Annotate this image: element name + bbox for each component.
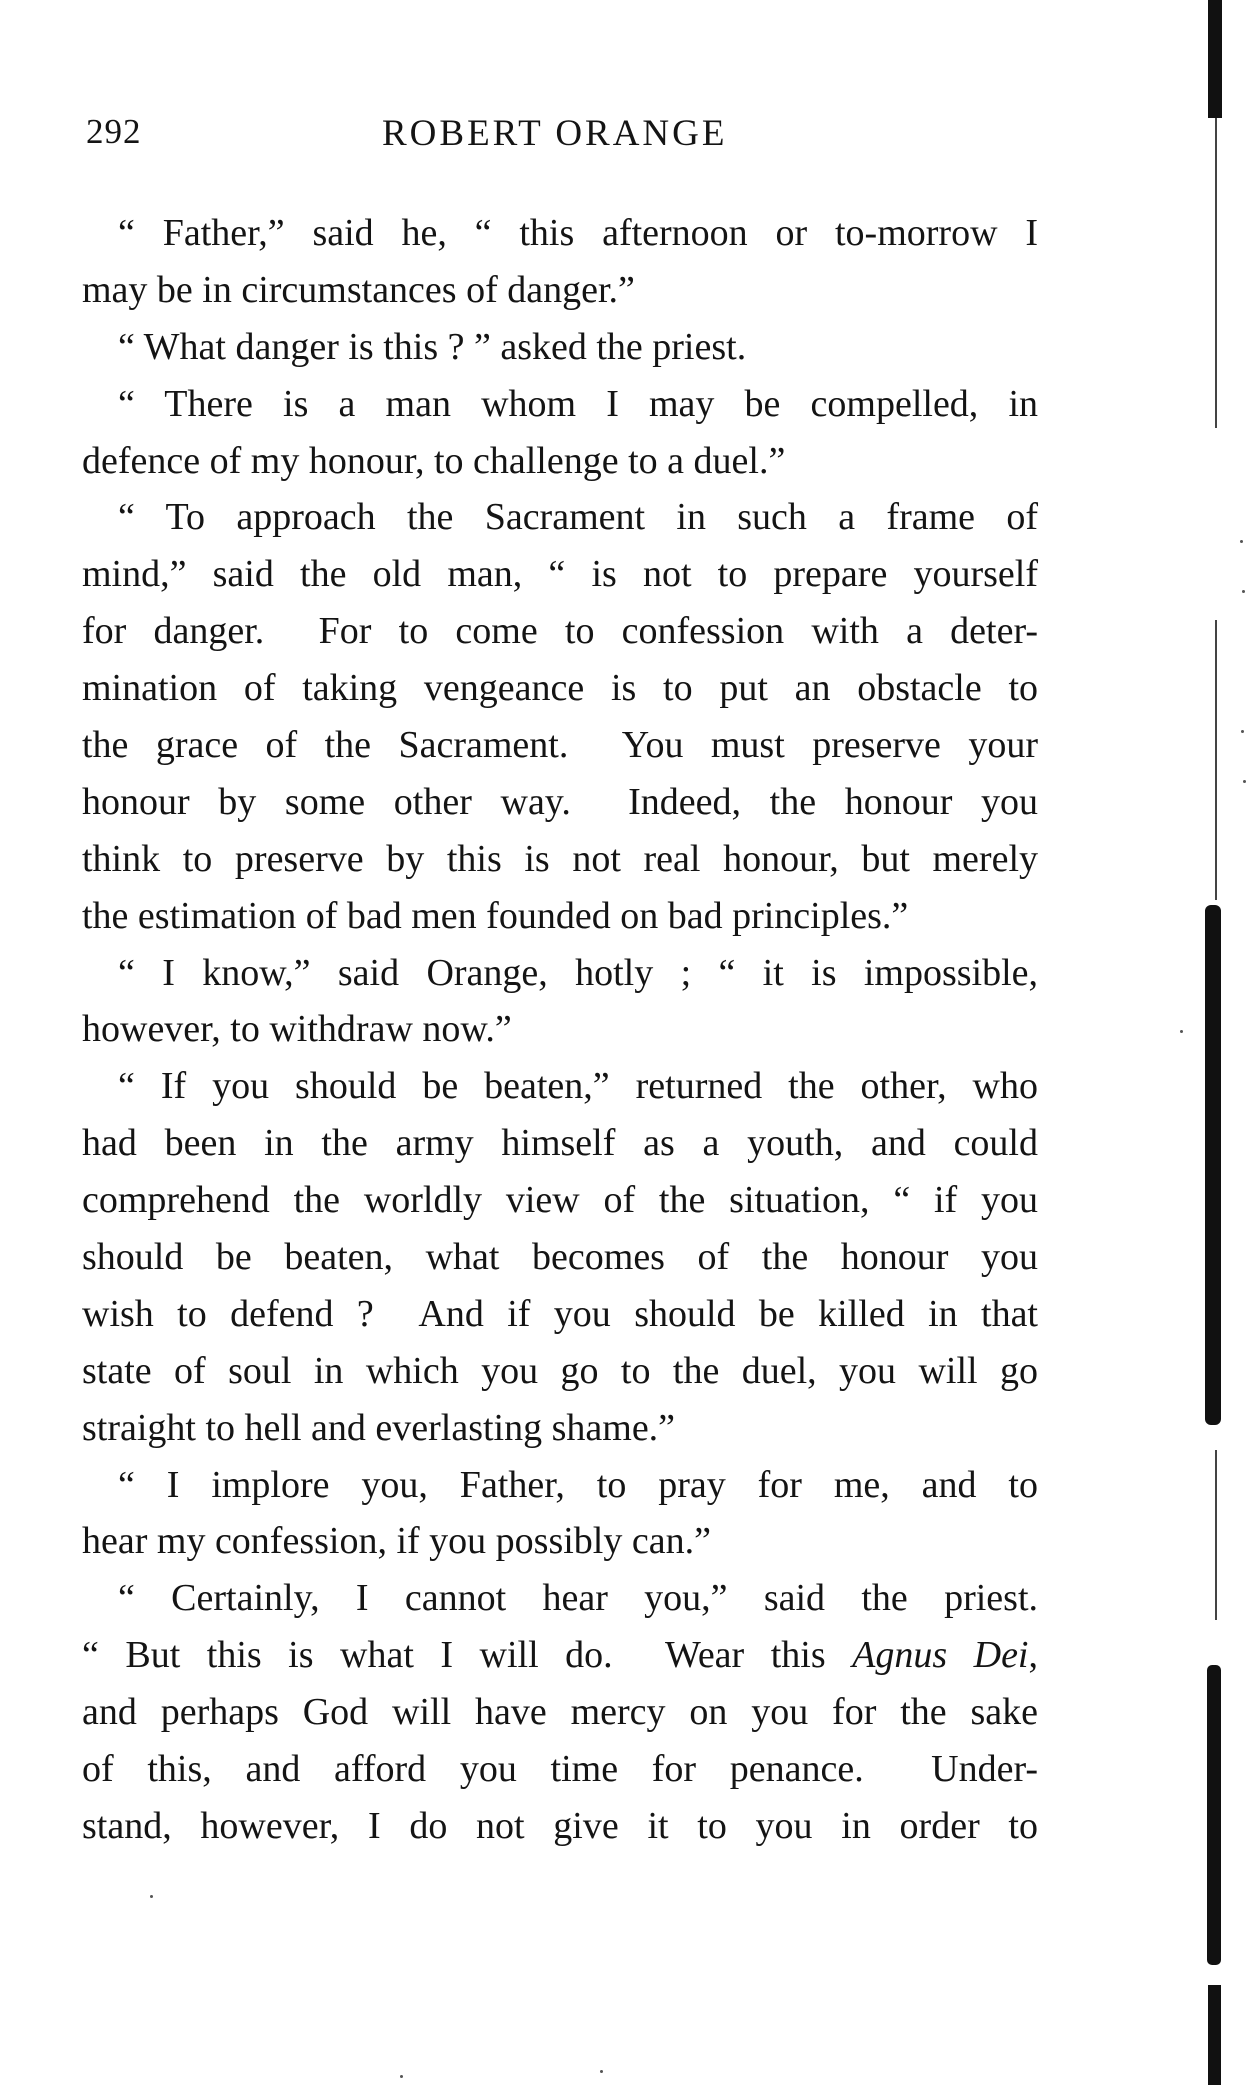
text-line bbox=[82, 1286, 1038, 1343]
punctuation: , bbox=[1028, 1634, 1038, 1677]
scan-edge-rule bbox=[1215, 118, 1217, 428]
text-line bbox=[82, 1001, 1038, 1058]
scan-speck bbox=[150, 1895, 153, 1898]
text-line-content: “ To approach the Sacrament in such a frame of bbox=[118, 496, 1038, 539]
text-line-content: hear my confession, if you possibly can.” bbox=[82, 1520, 711, 1563]
text-line bbox=[82, 1115, 1038, 1172]
text-line bbox=[82, 1513, 1038, 1570]
text-line-content: had been in the army himself as a youth, and could bbox=[82, 1122, 1038, 1165]
text-line bbox=[82, 1570, 1038, 1627]
text-line bbox=[82, 774, 1038, 831]
text-line-content: the grace of the Sacrament. You must preserve your bbox=[82, 724, 1038, 767]
text-line bbox=[82, 945, 1038, 1002]
scan-edge-rule bbox=[1215, 620, 1217, 900]
text-line-content: “ If you should be beaten,” returned the other, who bbox=[118, 1065, 1038, 1108]
text-line-content: mination of taking vengeance is to put an obstacle to bbox=[82, 667, 1038, 710]
text-line-content: “ What danger is this ? ” asked the priest. bbox=[118, 325, 747, 368]
scan-edge-mark bbox=[1208, 0, 1222, 118]
text-line-content: “ I know,” said Orange, hotly ; “ it is impossible, bbox=[118, 951, 1038, 994]
text-line bbox=[82, 660, 1038, 717]
scan-edge-rule bbox=[1215, 1450, 1217, 1620]
text-line bbox=[82, 205, 1038, 262]
scan-speck bbox=[1241, 730, 1244, 733]
text-line bbox=[82, 1172, 1038, 1229]
text-line-content: “ Father,” said he, “ this afternoon or to-morrow I bbox=[118, 212, 1038, 254]
text-line bbox=[82, 1229, 1038, 1286]
text-line-content: “ I implore you, Father, to pray for me, and to bbox=[118, 1463, 1038, 1506]
text-line bbox=[82, 603, 1038, 660]
text-line-content: stand, however, I do not give it to you in order to bbox=[82, 1804, 1038, 1847]
text-line-content: state of soul in which you go to the duel, you will go bbox=[82, 1349, 1038, 1392]
text-line-content: wish to defend ? And if you should be killed in that bbox=[82, 1292, 1038, 1335]
text-line-content: “ Certainly, I cannot hear you,” said the priest. bbox=[118, 1577, 1038, 1620]
text-line bbox=[82, 1058, 1038, 1115]
scan-speck bbox=[600, 2070, 603, 2073]
text-line-content: the estimation of bad men founded on bad principles.” bbox=[82, 894, 909, 937]
body-text bbox=[82, 205, 1038, 1855]
scan-speck bbox=[400, 2075, 403, 2078]
text-line bbox=[82, 831, 1038, 888]
scan-speck bbox=[1243, 780, 1246, 783]
scan-edge-mark bbox=[1205, 905, 1221, 1425]
text-line bbox=[82, 1741, 1038, 1798]
text-line bbox=[82, 262, 1038, 319]
scan-edge-mark bbox=[1207, 1665, 1221, 1965]
running-head: ROBERT ORANGE bbox=[382, 113, 728, 154]
text-line-content: for danger. For to come to confession with a deter- bbox=[82, 610, 1038, 653]
text-line bbox=[82, 1400, 1038, 1457]
text-line bbox=[82, 1627, 1038, 1684]
text-line bbox=[82, 433, 1038, 490]
text-line-content: may be in circumstances of danger.” bbox=[82, 268, 635, 311]
text-line-content: straight to hell and everlasting shame.” bbox=[82, 1406, 676, 1449]
text-line-content: “ There is a man whom I may be compelled, in bbox=[118, 382, 1038, 425]
page-number: 292 bbox=[86, 112, 142, 151]
text-line bbox=[82, 888, 1038, 945]
text-line bbox=[82, 717, 1038, 774]
text-line-content: however, to withdraw now.” bbox=[82, 1008, 512, 1051]
scan-speck bbox=[1242, 590, 1245, 593]
scan-speck bbox=[1180, 1030, 1183, 1033]
text-line bbox=[82, 489, 1038, 546]
text-line-content: think to preserve by this is not real honour, but merely bbox=[82, 837, 1038, 880]
scan-edge-mark bbox=[1208, 1985, 1221, 2085]
text-line-content: comprehend the worldly view of the situation, “ if you bbox=[82, 1179, 1038, 1222]
text-line-content: of this, and afford you time for penance. Under- bbox=[82, 1748, 1038, 1791]
scan-speck bbox=[1240, 540, 1243, 543]
text-line bbox=[82, 376, 1038, 433]
text-line-content: defence of my honour, to challenge to a duel.” bbox=[82, 439, 786, 482]
text-line bbox=[82, 319, 1038, 376]
text-line bbox=[82, 1798, 1038, 1855]
text-line-content: mind,” said the old man, “ is not to prepare yourself bbox=[82, 553, 1038, 596]
text-line bbox=[82, 1457, 1038, 1514]
text-line-content: should be beaten, what becomes of the honour you bbox=[82, 1236, 1038, 1279]
text-line-content: and perhaps God will have mercy on you for the sake bbox=[82, 1691, 1038, 1734]
text-line-content: “ But this is what I will do. Wear this bbox=[82, 1634, 853, 1677]
italic-phrase: Agnus Dei bbox=[852, 1634, 1029, 1677]
text-line bbox=[82, 546, 1038, 603]
text-line bbox=[82, 1684, 1038, 1741]
text-line bbox=[82, 1343, 1038, 1400]
text-line-content: honour by some other way. Indeed, the honour you bbox=[82, 780, 1038, 823]
page-header bbox=[86, 112, 1046, 162]
